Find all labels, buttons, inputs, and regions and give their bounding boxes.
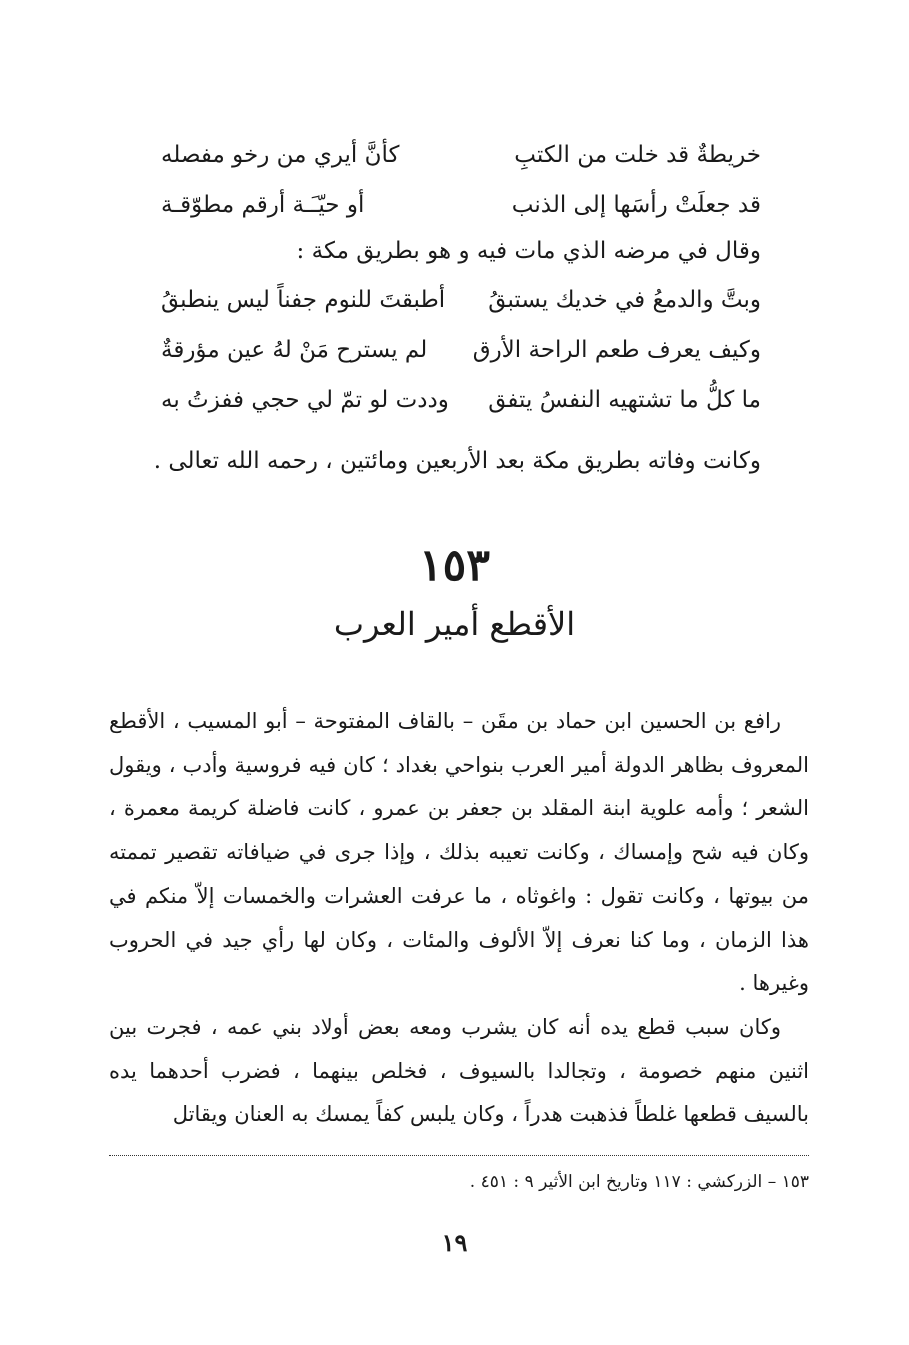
biography-text xyxy=(109,700,809,1137)
verse-line xyxy=(161,375,761,425)
verse-block-bottom xyxy=(161,275,761,425)
intro-line: وقال في مرضه الذي مات فيه و هو بطريق مكة : xyxy=(296,238,761,264)
paragraph: رافع بن الحسين ابن حماد بن مقَن – بالقاف المفتوحة – أبو المسيب ، الأقطع المعروف بظاهر الدولة أمير العرب بنواحي بغداد ؛ كان فيه فروسية وأدب ، ويقول الشعر ؛ وأمه علوية ابنة المقلد بن جعفر بن عمرو ، كانت فاضلة كريمة معمرة ، وكان فيه شح وإمساك ، وكانت تعيبه بذلك ، وإذا جرى في ضيافاته تقصير تممته من بيوتها ، وكانت تقول : واغوثاه ، ما عرفت العشرات والخمسات إلاّ منكم في هذا الزمان ، وما كنا نعرف إلاّ الألوف والمئات ، وكان لها رأي جيد في الحروب وغيرها . xyxy=(109,709,809,996)
closing-line: وكانت وفاته بطريق مكة بعد الأربعين ومائتين ، رحمه الله تعالى . xyxy=(153,448,761,474)
entry-number: ١٥٣ xyxy=(419,540,490,591)
verse-hemistich-second: وبتَّ والدمعُ في خديك يستبقُ xyxy=(488,287,761,313)
verse-hemistich-second: ما كلُّ ما تشتهيه النفسُ يتفق xyxy=(488,387,761,413)
verse-hemistich-first: كأنَّ أيري من رخو مفصله xyxy=(161,142,400,168)
verse-hemistich-second: وكيف يعرف طعم الراحة الأرق xyxy=(472,337,761,363)
page-number: ١٩ xyxy=(441,1228,468,1257)
verse-line xyxy=(161,180,761,230)
verse-block-top xyxy=(161,130,761,230)
verse-line xyxy=(161,275,761,325)
verse-hemistich-first: وددت لو تمّ لي حجي ففزتُ به xyxy=(161,387,449,413)
verse-line xyxy=(161,325,761,375)
verse-line xyxy=(161,130,761,180)
verse-hemistich-first: لم يسترح مَنْ لهُ عين مؤرقةٌ xyxy=(161,337,428,363)
entry-title: الأقطع أمير العرب xyxy=(333,605,576,643)
verse-hemistich-second: قد جعلَتْ رأسَها إلى الذنب xyxy=(511,192,761,218)
verse-hemistich-first: أو حيّـَـة أرقم مطوّقـة xyxy=(161,192,365,218)
footnote-divider xyxy=(109,1155,809,1156)
verse-hemistich-second: خريطةٌ قد خلت من الكتبِ xyxy=(514,142,761,168)
paragraph: وكان سبب قطع يده أنه كان يشرب ومعه بعض أولاد بني عمه ، فجرت بين اثنين منهم خصومة ، وتجالدا بالسيوف ، فخلص بينهما ، فضرب أحدهما يده بالسيف قطعها غلطاً فذهبت هدراً ، وكان يلبس كفاً يمسك به العنان ويقاتل xyxy=(109,1014,809,1127)
footnote: ١٥٣ – الزركشي : ١١٧ وتاريخ ابن الأثير ٩ : ٤٥١ . xyxy=(469,1172,809,1192)
verse-hemistich-first: أطبقتَ للنوم جفناً ليس ينطبقُ xyxy=(161,287,446,313)
